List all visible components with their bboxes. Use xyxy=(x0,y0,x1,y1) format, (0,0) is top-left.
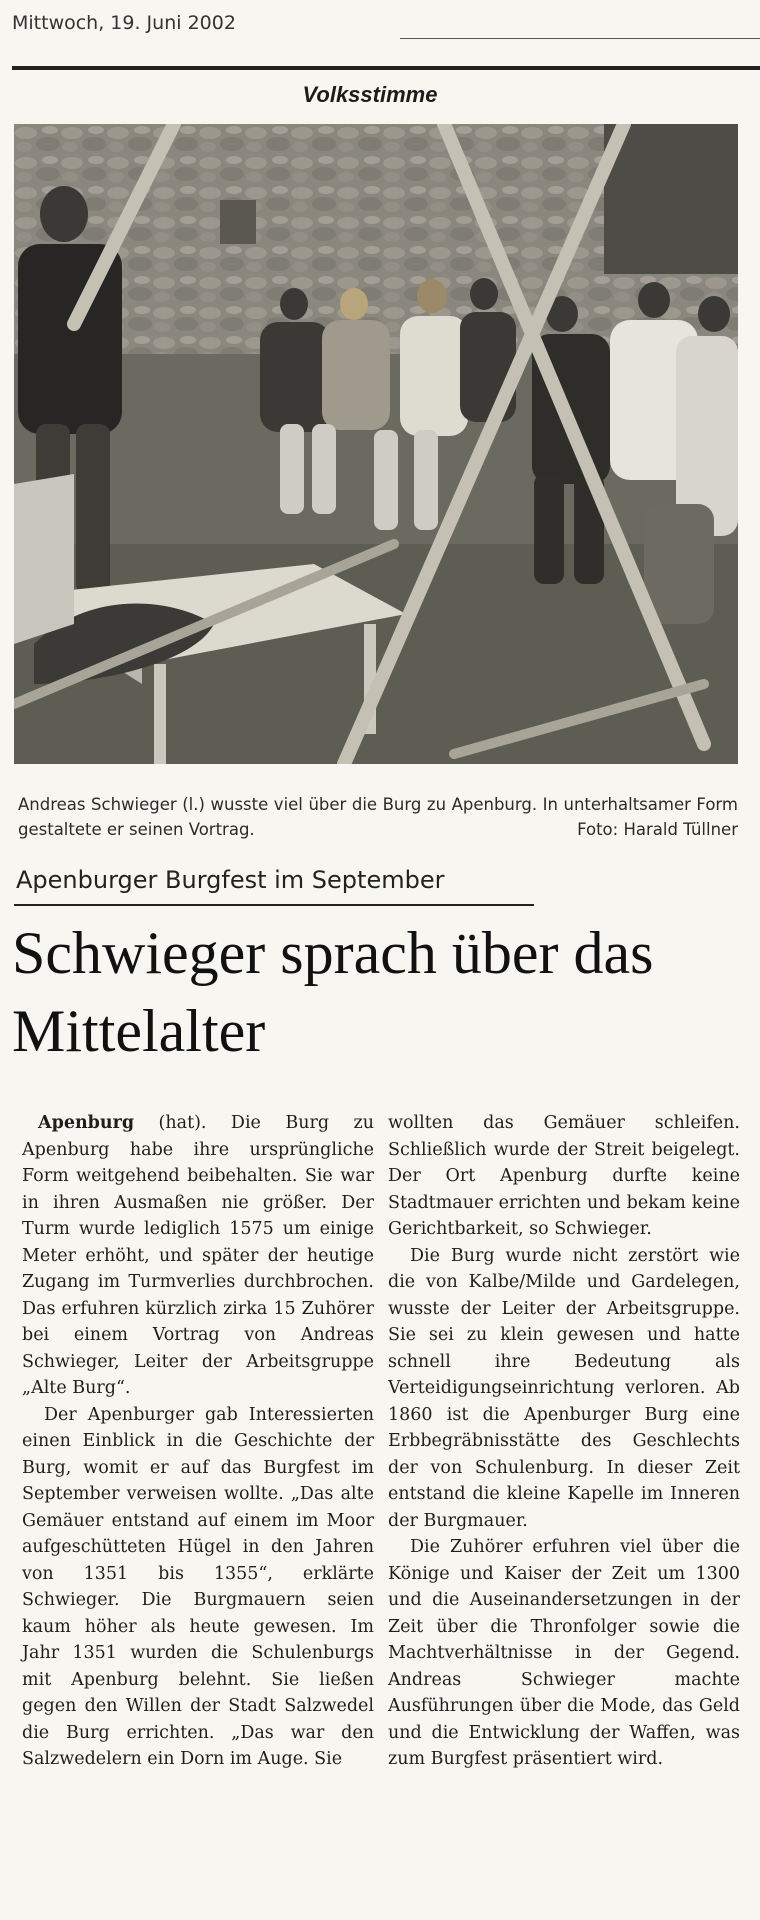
news-photo xyxy=(14,124,738,764)
newspaper-source: Volksstimme xyxy=(302,82,438,107)
kicker-rule xyxy=(14,904,534,906)
photo-illustration xyxy=(14,124,738,764)
photo-credit: Foto: Harald Tüllner xyxy=(577,820,738,839)
article-paragraph: Die Zuhörer erfuhren viel über die Könige und Kaiser der Zeit um 1300 und die Auseinandersetzungen in der Zeit über die Thronfolger sowie die Machtverhältnisse in der Gegend. Andreas Schwieger machte Ausführungen über die Mode, das Geld und die Entwicklung der Waffen, was zum Burgfest präsentiert wird. xyxy=(388,1537,740,1769)
date-rule xyxy=(400,38,760,39)
article-paragraph: Die Burg wurde nicht zerstört wie die von Kalbe/Milde und Gardelegen, wusste der Leiter der Arbeitsgruppe. Sie sei zu klein gewesen und hatte schnell ihre Bedeutung als Verteidigungseinrichtung verloren. Ab 1860 ist die Apenburger Burg eine Erbbegräbnisstätte des Geschlechts der von Schulenburg. In dieser Zeit entstand die kleine Kapelle im Inneren der Burgmauer. xyxy=(388,1245,740,1531)
article-paragraph: wollten das Gemäuer schleifen. Schließlich wurde der Streit beigelegt. Der Ort Apenburg durfte keine Stadtmauer errichten und bekam keine Gerichtbarkeit, so Schwieger. xyxy=(388,1113,740,1239)
photo-caption xyxy=(18,792,738,842)
article-column-right xyxy=(388,1110,740,1773)
article-column-left xyxy=(22,1110,374,1773)
dateline: Mittwoch, 19. Juni 2002 xyxy=(12,12,236,34)
article-kicker: Apenburger Burgfest im September xyxy=(16,866,445,894)
article-headline: Schwieger sprach über das Mittelalter xyxy=(12,920,654,1064)
caption-text: Andreas Schwieger (l.) wusste viel über die Burg zu Apenburg. In unterhaltsamer Form gestaltete er seinen Vortrag. xyxy=(18,795,738,839)
paragraph-text: (hat). Die Burg zu Apenburg habe ihre ursprüngliche Form weitgehend beibehalten. Sie war in ihren Ausmaßen nie größer. Der Turm wurde lediglich 1575 um einige Meter erhöht, und später der heutige Zugang im Turmverlies durchbrochen. Das erfuhren kürzlich zirka 15 Zuhörer bei einem Vortrag von Andreas Schwieger, Leiter der Arbeitsgruppe „Alte Burg“. xyxy=(22,1113,374,1398)
byline-place: Apenburg xyxy=(38,1113,135,1133)
article-paragraph xyxy=(22,1110,374,1402)
top-rule xyxy=(12,66,760,70)
article-paragraph: Der Apenburger gab Interessierten einen Einblick in die Geschichte der Burg, womit er auf das Burgfest im September verweisen wollte. „Das alte Gemäuer entstand auf einem im Moor aufgeschütteten Hügel in den Jahren von 1351 bis 1355“, erklärte Schwieger. Die Burgmauern seien kaum höher als heute gewesen. Im Jahr 1351 wurden die Schulenburgs mit Apenburg belehnt. Sie ließen gegen den Willen der Stadt Salzwedel die Burg errichten. „Das war den Salzwedelern ein Dorn im Auge. Sie xyxy=(22,1404,374,1769)
